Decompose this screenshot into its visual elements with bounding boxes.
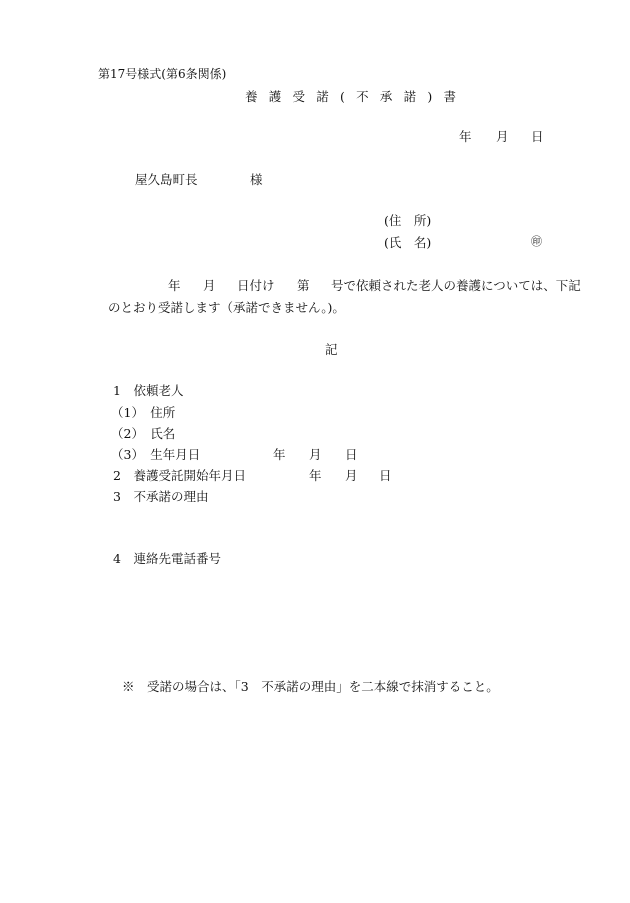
sender-name-label: (氏 名) — [384, 235, 432, 250]
item-4: 4 連絡先電話番号 — [113, 551, 221, 566]
seal-mark: ㊞ — [531, 235, 542, 248]
item-2-month: 月 — [345, 468, 358, 483]
body-line2: のとおり受諾します（承諾できません。)。 — [108, 300, 345, 315]
item-1-3-month: 月 — [309, 447, 322, 462]
date-day: 日 — [531, 129, 544, 144]
item-2: 2 養護受託開始年月日 — [113, 468, 246, 483]
body-month: 月 — [203, 278, 216, 293]
item-2-day: 日 — [379, 468, 392, 483]
item-1: 1 依頼老人 — [113, 383, 184, 398]
item-1-2: （2） 氏名 — [111, 426, 176, 441]
form-number: 第17号様式(第6条関係) — [98, 67, 227, 81]
item-1-3-year: 年 — [273, 447, 286, 462]
body-day-dated: 日付け — [237, 278, 275, 293]
item-1-1: （1） 住所 — [111, 405, 176, 420]
date-year: 年 — [459, 129, 472, 144]
date-month: 月 — [496, 129, 509, 144]
ki-heading: 記 — [325, 342, 338, 357]
footnote: ※ 受諾の場合は、「3 不承諾の理由」を二本線で抹消すること。 — [122, 679, 499, 694]
sender-address-label: (住 所) — [384, 213, 432, 228]
item-3: 3 不承諾の理由 — [113, 489, 209, 504]
body-number-prefix: 第 — [297, 278, 310, 293]
item-2-year: 年 — [309, 468, 322, 483]
item-1-3: （3） 生年月日 — [111, 447, 201, 462]
document-title: 養護受諾(不承諾)書 — [245, 89, 468, 104]
body-line1-rest: 号で依頼された老人の養護については、下記 — [331, 278, 581, 293]
addressee-name: 屋久島町長 — [135, 172, 198, 187]
body-year: 年 — [168, 278, 181, 293]
addressee-honorific: 様 — [250, 172, 263, 187]
item-1-3-day: 日 — [345, 447, 358, 462]
